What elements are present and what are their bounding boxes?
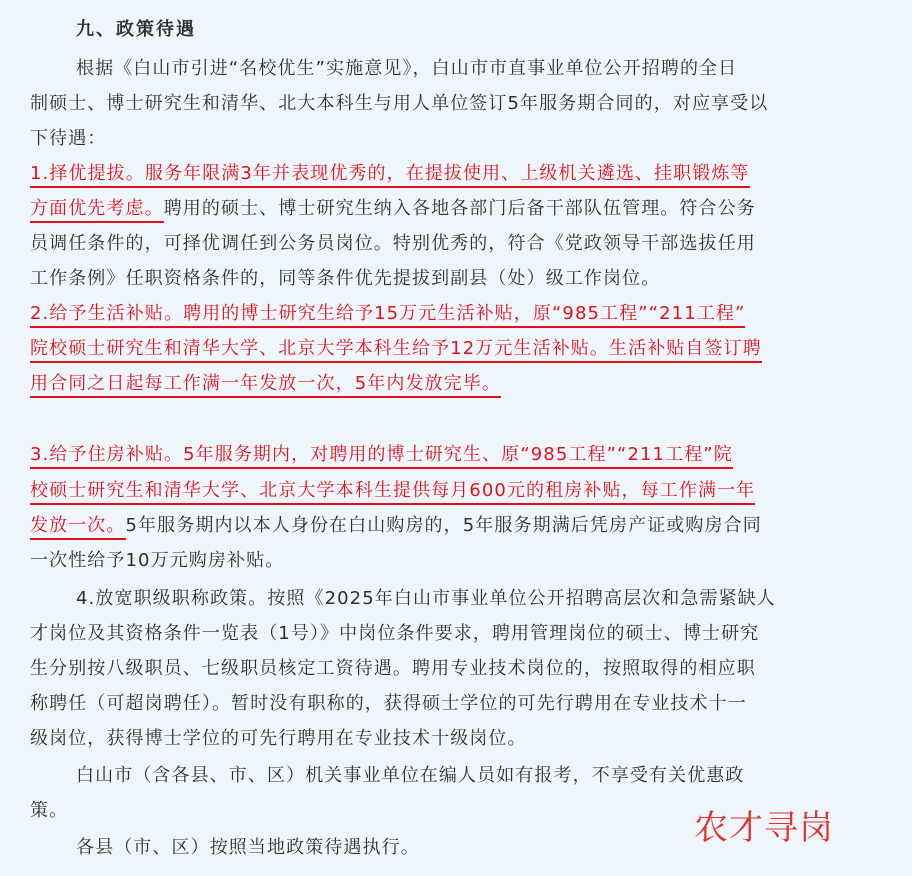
section-heading: 九、政策待遇 xyxy=(76,19,196,40)
item2-highlight-2: 院校硕士研究生和清华大学、北京大学本科生给予12万元生活补贴。生活补贴自签订聘 xyxy=(30,338,762,363)
intro-line-2: 制硕士、博士研究生和清华、北大本科生与用人单位签订5年服务期合同的，对应享受以 xyxy=(30,93,769,114)
item2-highlight-3: 用合同之日起每工作满一年发放一次，5年内发放完毕。 xyxy=(30,373,501,398)
note1-line-2: 策。 xyxy=(30,800,69,821)
item1-line-4: 工作条例》任职资格条件的，同等条件优先提拔到副县（处）级工作岗位。 xyxy=(30,268,661,289)
watermark-logo: 农才寻岗 xyxy=(694,808,834,848)
item3-line-4: 一次性给予10万元购房补贴。 xyxy=(30,550,285,571)
item1-line-2 xyxy=(30,197,756,221)
item4-line-5: 级岗位，获得博士学位的可先行聘用在专业技术十级岗位。 xyxy=(30,728,527,749)
item3-line-1 xyxy=(30,443,733,467)
item4-line-1: 4.放宽职级职称政策。按照《2025年白山市事业单位公开招聘高层次和急需紧缺人 xyxy=(76,588,776,609)
item2-line-2 xyxy=(30,337,762,361)
item3-text-3: 5年服务期内以本人身份在白山购房的，5年服务期满后凭房产证或购房合同 xyxy=(125,515,762,536)
item1-line-3: 员调任条件的，可择优调任到公务员岗位。特别优秀的，符合《党政领导干部选拔任用 xyxy=(30,233,756,254)
item3-highlight-3: 发放一次。 xyxy=(30,515,126,540)
item1-line-1 xyxy=(30,162,750,186)
item3-line-2 xyxy=(30,479,755,503)
item2-highlight-1: 2.给予生活补贴。聘用的博士研究生给予15万元生活补贴，原“985工程”“211工程” xyxy=(30,303,745,328)
note1-line-1: 白山市（含各县、市、区）机关事业单位在编人员如有报考，不享受有关优惠政 xyxy=(76,765,745,786)
item2-line-1 xyxy=(30,302,745,326)
intro-line-3: 下待遇： xyxy=(30,128,107,149)
item3-line-3 xyxy=(30,514,762,538)
item4-line-3: 生分别按八级职员、七级职员核定工资待遇。聘用专业技术岗位的，按照取得的相应职 xyxy=(30,658,756,679)
item3-highlight-2: 校硕士研究生和清华大学、北京大学本科生提供每月600元的租房补贴，每工作满一年 xyxy=(30,480,755,505)
item4-line-2: 才岗位及其资格条件一览表（1号）》中岗位条件要求，聘用管理岗位的硕士、博士研究 xyxy=(30,623,760,644)
item3-highlight-1: 3.给予住房补贴。5年服务期内，对聘用的博士研究生、原“985工程”“211工程”院 xyxy=(30,444,733,469)
item1-text-2: 聘用的硕士、博士研究生纳入各地各部门后备干部队伍管理。符合公务 xyxy=(163,198,756,219)
item1-highlight-2: 方面优先考虑。 xyxy=(30,198,164,223)
item4-line-4: 称聘任（可超岗聘任）。暂时没有职称的，获得硕士学位的可先行聘用在专业技术十一 xyxy=(30,693,747,714)
item2-line-3 xyxy=(30,372,501,396)
note2-line: 各县（市、区）按照当地政策待遇执行。 xyxy=(76,837,420,858)
item1-highlight-1: 1.择优提拔。服务年限满3年并表现优秀的，在提拔使用、上级机关遴选、挂职锻炼等 xyxy=(30,163,750,188)
intro-line-1: 根据《白山市引进“名校优生”实施意见》，白山市市直事业单位公开招聘的全日 xyxy=(76,58,738,79)
